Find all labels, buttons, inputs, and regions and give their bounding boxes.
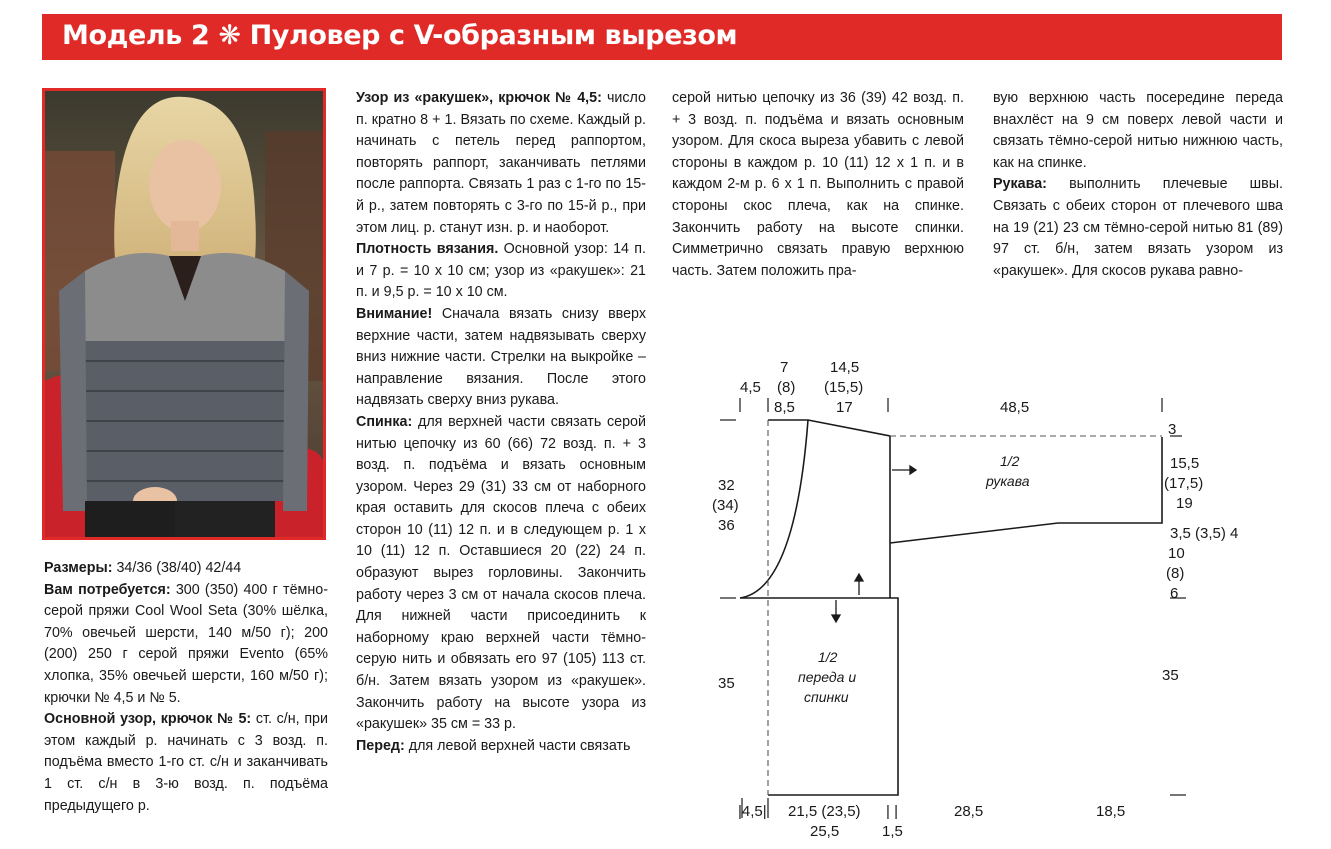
title-bar (42, 14, 1282, 60)
model-photo-illustration (45, 91, 323, 537)
dim-top-48-5: 48,5 (1000, 399, 1030, 416)
dim-right-3-5: 3,5 (3,5) 4 (1170, 525, 1239, 542)
dim-bottom-4-5: |4,5| (738, 803, 767, 820)
density-text: Основной узор: 14 п. и 7 р. = 10 х 10 см; узор из «ракушек»: 21 п. и 9,5 р. = 10 х 10 см. (356, 241, 647, 301)
dim-top-8: (8) (777, 379, 796, 396)
dim-right-8: (8) (1166, 565, 1185, 582)
dim-bottom-1-5: 1,5 (882, 823, 903, 840)
front-end-text: вую верхнюю часть посередине переда внахлёст на 9 см поверх левой части и связать тёмно-серой нитью нижнюю часть, как на спинке. (993, 90, 1283, 171)
attention-text: Сначала вязать снизу вверх верхние части, затем надвязывать сверху вниз нижние части. Стрелки на выкройке – направление вязания. После этого надвязать сверху вниз рукава. (356, 305, 646, 409)
dim-bottom-28-5: 28,5 (954, 803, 984, 820)
dim-right-19: 19 (1176, 495, 1193, 512)
sizes-text: 34/36 (38/40) 42/44 (112, 560, 242, 576)
materials-label: Вам потребуется: (44, 581, 171, 598)
back-text: для верхней части связать серой нитью цепочку из 60 (66) 72 возд. п. + 3 возд. п. подъёма и вязать основным узором. Через 29 (31) 33 см от наборного края оставить для скосов плеча с обеих сторон 10 (11) 12 п. и в следующем р. 1 х 10 (11) 12 п. Оставшиеся 20 (22) 24 п. образуют вырез горловины. Закончить работу через 3 см от начала скосов плеча. Для нижней части присоединить к наборному краю верхней части тёмно-серую нить и обвязать его 97 (105) 113 ст. б/н. Затем вязать узором из «ракушек». Закончить работу на высоте узора из «ракушек» 35 см = 33 р. (356, 413, 646, 733)
dim-right-3: 3 (1168, 421, 1177, 438)
page-title: Модель 2 ❋ Пуловер с V-образным вырезом (62, 20, 738, 51)
dim-bottom-21-5: 21,5 (23,5) (788, 803, 861, 820)
dim-left-35: 35 (718, 675, 735, 692)
dim-bottom-25-5: 25,5 (810, 823, 840, 840)
dim-right-6: 6 (1170, 585, 1179, 602)
shell-pattern-label: Узор из «ракушек», крючок № 4,5: (356, 90, 602, 106)
body-fraction: 1/2 (818, 649, 838, 665)
attention-label: Внимание! (356, 305, 433, 322)
back-label: Спинка: (356, 413, 413, 430)
shell-pattern-text: число п. кратно 8 + 1. Вязать по схеме. Каждый р. начинать с петель перед раппортом, повторять раппорт, заканчивать петлями после раппорта. Связать 1 раз с 1-го по 15-й р., затем повторять с 3-го по 15-й р., при этом лиц. р. станут изн. р. и наоборот. (356, 90, 646, 236)
sleeve-fraction: 1/2 (1000, 453, 1020, 469)
arrow-right-icon (910, 466, 916, 474)
column-4 (993, 88, 1283, 282)
main-pattern-label: Основной узор, крючок № 5: (44, 711, 252, 728)
sleeves-text: выполнить плечевые швы. Связать с обеих сторон от плечевого шва на 19 (21) 23 см тёмно-серой нитью 81 (89) 97 ст. б/н, затем вязать узором из «ракушек». Для скосов рукава равно- (993, 176, 1283, 279)
front-label: Перед: (356, 737, 405, 754)
dim-right-35: 35 (1162, 667, 1179, 684)
sleeve-label: рукава (986, 473, 1030, 489)
dim-right-17-5: (17,5) (1164, 475, 1204, 492)
pattern-diagram (700, 350, 1260, 845)
column-3 (672, 88, 964, 282)
sizes-label: Размеры: (44, 560, 113, 576)
arrow-up-icon (855, 574, 863, 581)
model-photo (42, 88, 326, 540)
body-label-line1: переда и (798, 669, 857, 685)
dim-right-15-5: 15,5 (1170, 455, 1200, 472)
sleeves-label: Рукава: (993, 176, 1047, 193)
column-2 (356, 88, 646, 757)
armhole-curve (740, 420, 808, 598)
dim-left-34: (34) (712, 497, 739, 514)
dim-top-15-5: (15,5) (824, 379, 864, 396)
dim-bottom-bars: | | (886, 803, 898, 820)
dim-left-32: 32 (718, 477, 735, 494)
dim-top-4-5: 4,5 (740, 379, 761, 396)
main-pattern-text: ст. с/н, при этом каждый р. начинать с 3 возд. п. подъёма вместо 1-го ст. с/н и заканчивать 1 ст. с/н в 3-ю возд. п. подъёма предыдущего р. (44, 711, 328, 814)
density-label: Плотность вязания. (356, 241, 499, 258)
arrow-down-icon (832, 615, 840, 622)
materials-text: 300 (350) 400 г тёмно-серой пряжи Cool Wool Seta (30% шёлка, 70% овечьей шерсти, 140 м/50 г); 200 (200) 250 г серой пряжи Evento (65% хлопка, 35% овечьей шерсти, 160 м/50 г); крючки № 4,5 и № 5. (44, 581, 328, 706)
body-label-line2: спинки (804, 689, 849, 705)
dim-bottom-18-5: 18,5 (1096, 803, 1126, 820)
upper-body-outline (768, 420, 890, 598)
dim-left-36: 36 (718, 517, 735, 534)
dim-right-10: 10 (1168, 545, 1185, 562)
dim-top-17: 17 (836, 399, 853, 416)
dim-top-7: 7 (780, 359, 789, 376)
dim-top-8-5: 8,5 (774, 399, 795, 416)
column-1 (44, 558, 328, 817)
sleeve-outline (890, 437, 1162, 543)
front-continued-text: серой нитью цепочку из 36 (39) 42 возд. п. + 3 возд. п. подъёма и вязать основным узором. Для скоса выреза убавить с левой стороны в каждом р. 10 (11) 12 х 1 п. и в каждом 2-м р. 6 х 1 п. Выполнить с правой стороны скос плеча, как на спинке. Закончить работу на высоте спинки. Симметрично связать правую верхнюю часть. Затем положить пра- (672, 90, 964, 279)
dim-top-14-5: 14,5 (830, 359, 860, 376)
front-text: для левой верхней части связать (404, 737, 631, 754)
